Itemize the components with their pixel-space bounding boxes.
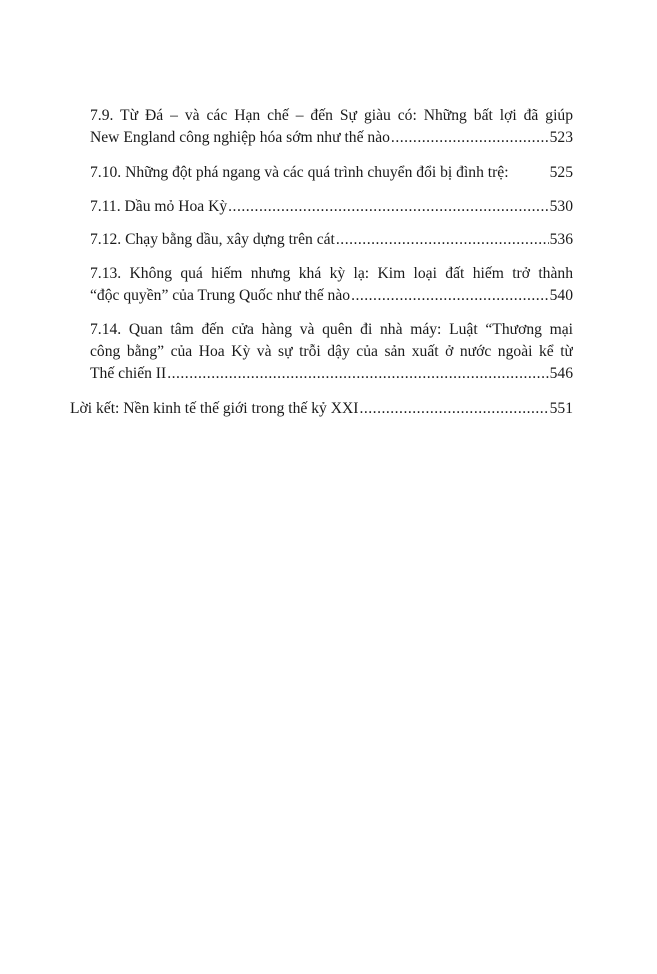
toc-entry-text-line: “độc quyền” của Trung Quốc như thế nào	[90, 287, 351, 304]
toc-entry-7-13[interactable]	[90, 263, 573, 307]
toc-entry-7-12[interactable]	[90, 229, 573, 251]
dot-leader	[167, 363, 548, 385]
toc-entry-7-14[interactable]	[90, 319, 573, 385]
toc-entry-leader-line	[90, 127, 573, 149]
toc-entry-text-line: 7.13. Không quá hiếm nhưng khá kỳ lạ: Kim loại đất hiếm trở thành	[90, 265, 573, 282]
toc-entry-leader-line	[90, 363, 573, 385]
toc-page-number: 551	[549, 400, 573, 417]
toc-entry-text-line: công bằng” của Hoa Kỳ và sự trỗi dậy của sản xuất ở nước ngoài kể từ	[90, 343, 573, 360]
toc-entry-leader-line	[90, 196, 573, 218]
toc-entry-leader-line	[90, 162, 573, 184]
toc-page-number: 525	[549, 164, 573, 181]
toc-entry-leader-line	[90, 229, 573, 251]
dot-leader	[359, 398, 548, 420]
toc-page-number: 540	[549, 287, 573, 304]
toc-entry-epilogue[interactable]	[70, 398, 573, 420]
toc-page-number: 523	[549, 129, 573, 146]
toc-page-number: 546	[549, 365, 573, 382]
toc-entry-7-11[interactable]	[90, 196, 573, 218]
toc-page-number: 536	[549, 231, 573, 248]
toc-entry-text-line: 7.10. Những đột phá ngang và các quá trình chuyển đổi bị đình trệ:	[90, 164, 509, 181]
toc-page-number: 530	[549, 198, 573, 215]
dot-leader	[351, 285, 549, 307]
toc-entry-leader-line	[90, 285, 573, 307]
toc-entry-text-line: Lời kết: Nền kinh tế thế giới trong thế kỷ XXI	[70, 400, 359, 417]
dot-leader	[391, 127, 549, 149]
toc-entry-text-line: 7.11. Dầu mỏ Hoa Kỳ	[90, 198, 228, 215]
toc-entry-7-9[interactable]	[90, 105, 573, 149]
toc-entry-leader-line	[70, 398, 573, 420]
toc-entry-text-line: Thế chiến II	[90, 365, 167, 382]
dot-leader	[336, 229, 549, 251]
toc-entry-text-line: New England công nghiệp hóa sớm như thế nào	[90, 129, 390, 146]
toc-entry-text-line: 7.12. Chạy bằng dầu, xây dựng trên cát	[90, 231, 335, 248]
toc-entry-text-line: 7.9. Từ Đá – và các Hạn chế – đến Sự giàu có: Những bất lợi đã giúp	[90, 107, 573, 124]
toc-entry-7-10[interactable]	[90, 162, 573, 184]
dot-leader	[228, 196, 548, 218]
toc-entry-text-line: 7.14. Quan tâm đến cửa hàng và quên đi nhà máy: Luật “Thương mại	[90, 321, 573, 338]
